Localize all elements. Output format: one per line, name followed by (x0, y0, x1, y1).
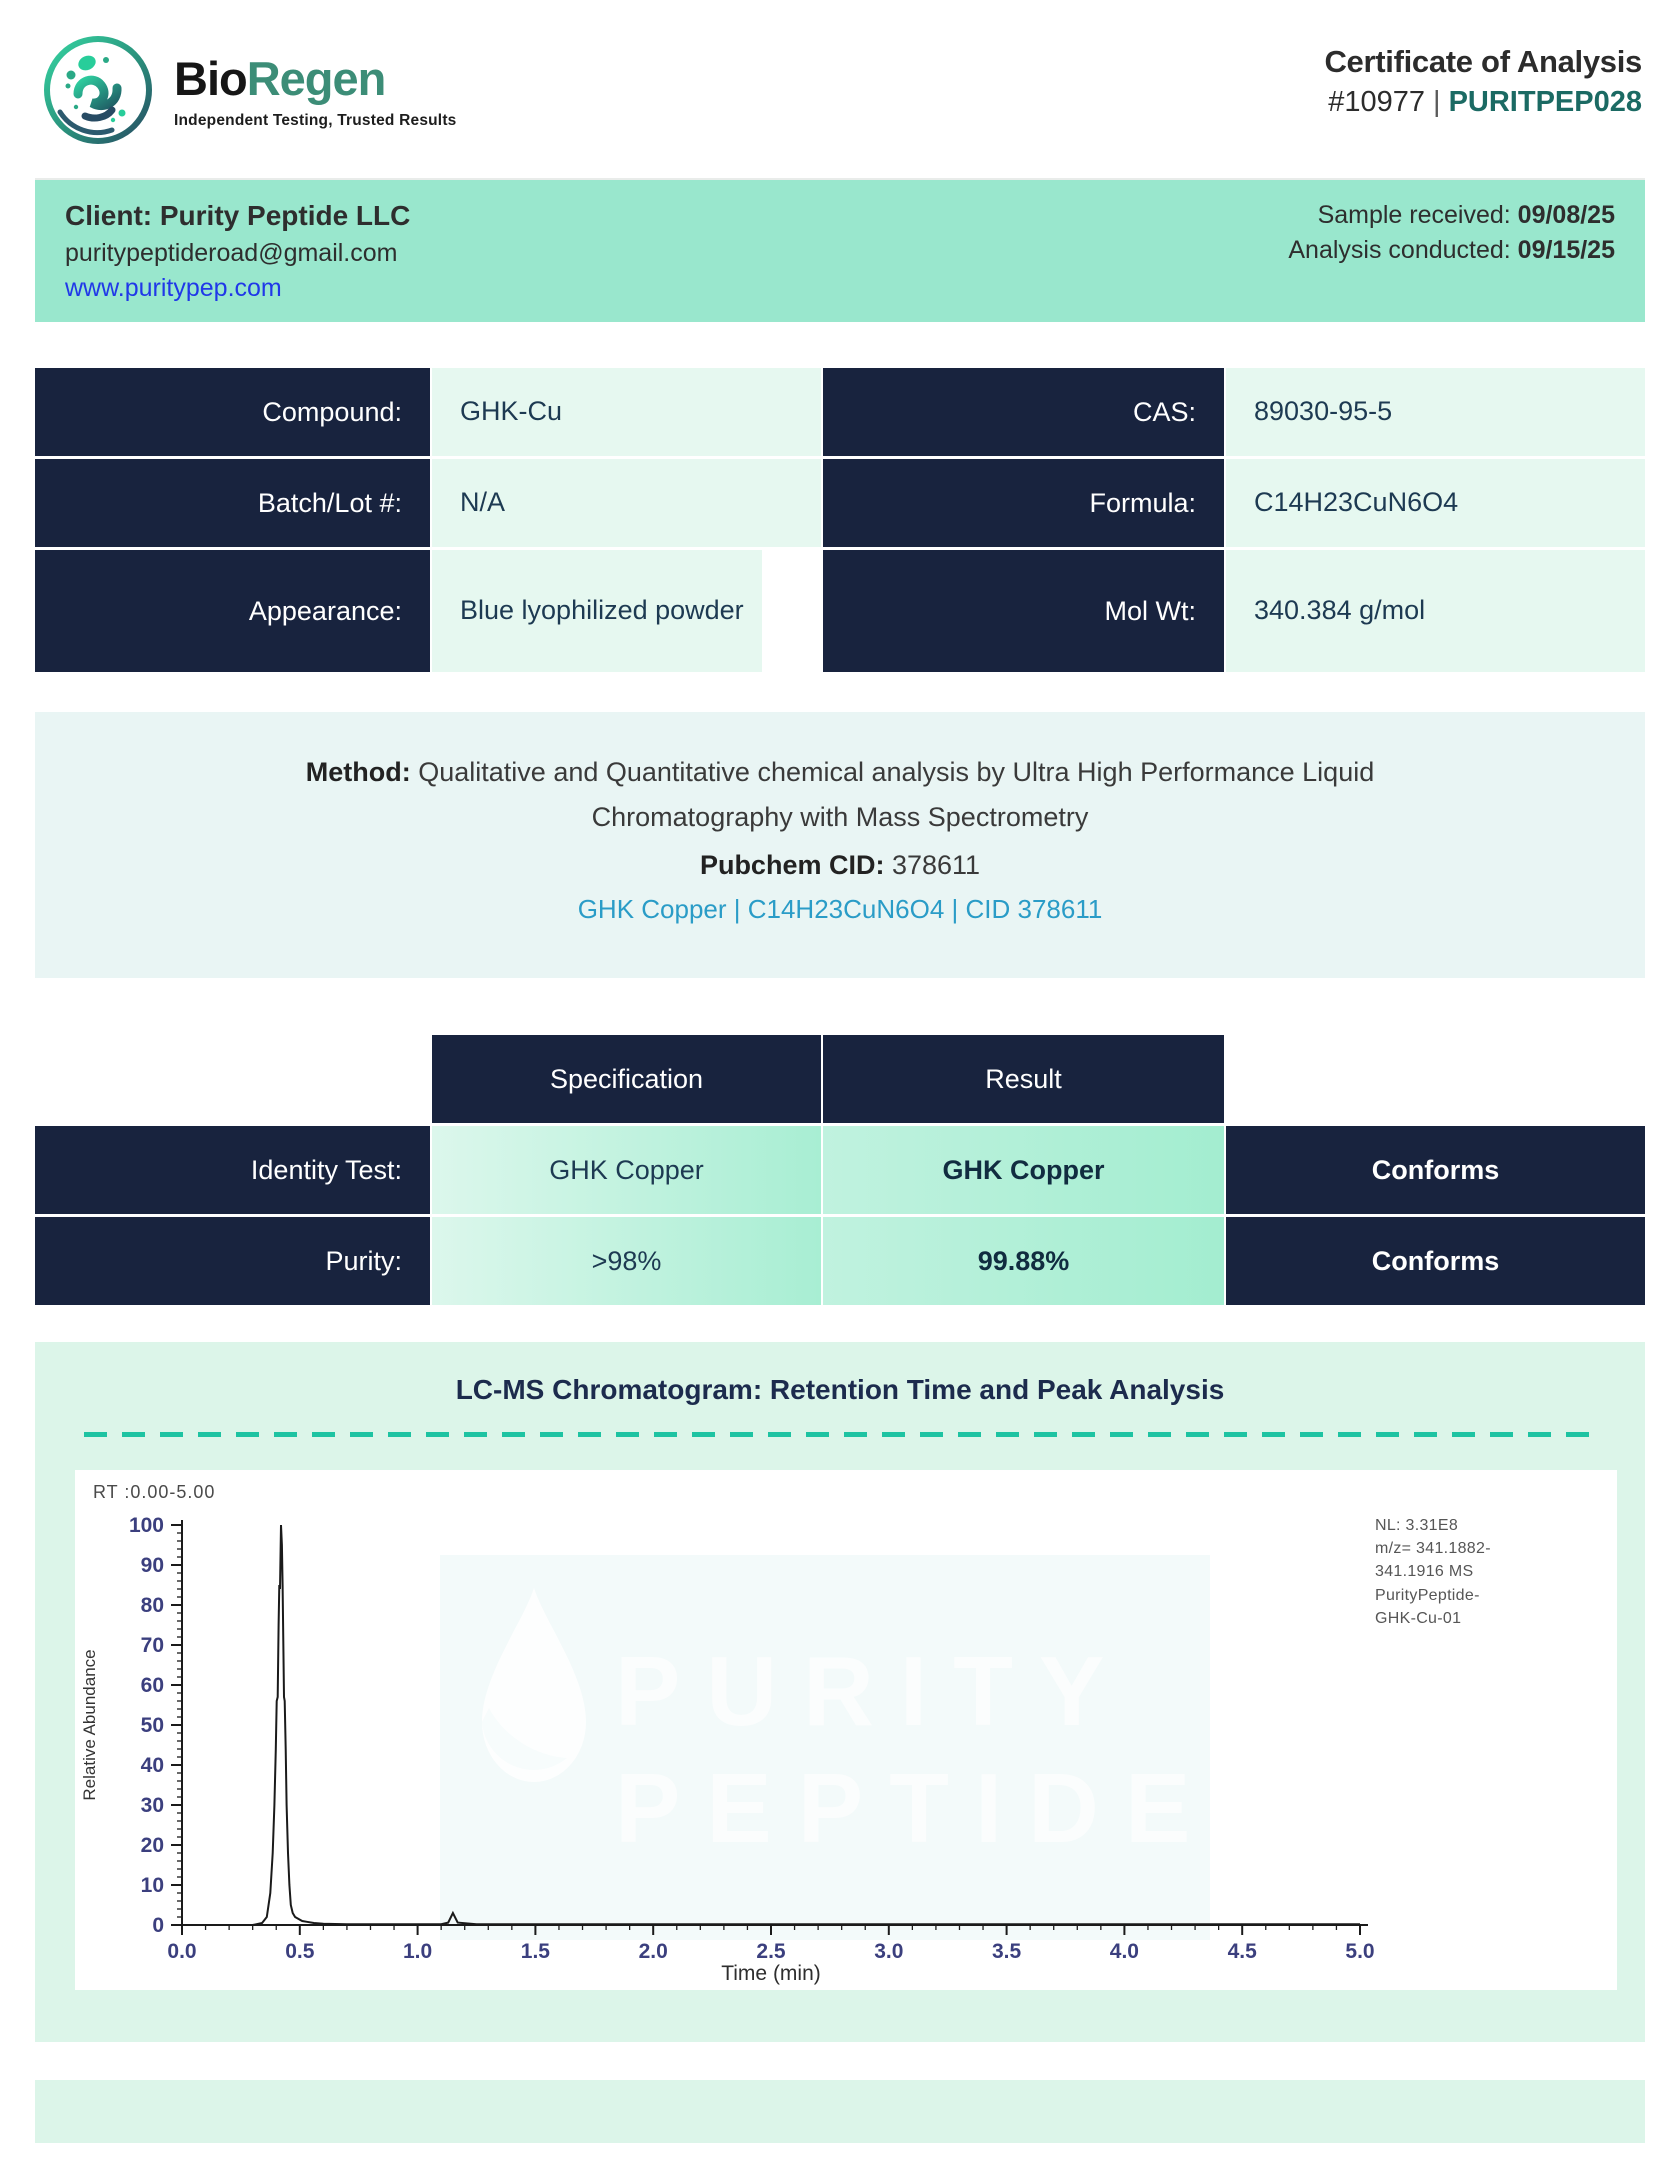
document-code: PURITPEP028 (1448, 86, 1642, 118)
y-tick-label: 20 (140, 1834, 164, 1857)
header-document-info (1324, 44, 1642, 119)
sample-received-label: Sample received: (1317, 201, 1518, 229)
test-row-label: Identity Test: (35, 1126, 430, 1214)
brand-name (174, 52, 385, 105)
watermark-word-2: PEPTIDE (615, 1753, 1217, 1863)
info-label: Compound: (35, 368, 430, 456)
info-label: Mol Wt: (823, 550, 1224, 672)
test-row-status: Conforms (1226, 1126, 1645, 1214)
nl-annotation (1375, 1514, 1575, 1630)
y-tick-label: 50 (140, 1714, 164, 1737)
document-number: #10977 (1328, 86, 1426, 118)
dashed-divider (84, 1432, 1596, 1437)
test-row-status: Conforms (1226, 1217, 1645, 1305)
compound-info-table (35, 368, 1645, 672)
y-tick-label: 70 (140, 1634, 164, 1657)
info-label: Batch/Lot #: (35, 459, 430, 547)
test-row-result: GHK Copper (823, 1126, 1224, 1214)
brand-regen: Regen (246, 52, 386, 105)
x-tick-label: 0.5 (285, 1940, 315, 1963)
client-info (65, 198, 410, 322)
y-tick-label: 80 (140, 1594, 164, 1617)
method-line-2: Chromatography with Mass Spectrometry (591, 802, 1089, 833)
sample-received-date: 09/08/25 (1517, 201, 1615, 229)
y-axis-title: Relative Abundance (80, 1649, 99, 1801)
header-logo (38, 30, 457, 155)
brand-bio: Bio (174, 52, 247, 105)
info-value: C14H23CuN6O4 (1226, 459, 1645, 547)
method-label: Method: (305, 757, 419, 787)
result-header: Result (823, 1035, 1224, 1123)
y-tick-label: 30 (140, 1794, 164, 1817)
sample-dates (1288, 198, 1615, 322)
info-label: Formula: (823, 459, 1224, 547)
client-band (35, 178, 1645, 322)
chromatogram-title: LC-MS Chromatogram: Retention Time and Peak Analysis (455, 1374, 1225, 1405)
document-title: Certificate of Analysis (1324, 44, 1642, 79)
chromatogram-section (35, 1342, 1645, 2042)
y-tick-label: 60 (140, 1674, 164, 1697)
client-name: Client: Purity Peptide LLC (65, 200, 411, 231)
x-tick-label: 0.0 (167, 1940, 197, 1963)
pubchem-cid-value: 378611 (891, 849, 981, 880)
pubchem-link[interactable]: GHK Copper | C14H23CuN6O4 | CID 378611 (577, 894, 1103, 925)
nl-line: 341.1916 MS (1375, 1563, 1474, 1581)
sample-received-line (1288, 198, 1615, 233)
analysis-conducted-line (1288, 233, 1615, 268)
method-line-1 (35, 750, 1645, 795)
bioregen-logo-icon (38, 30, 158, 155)
analysis-conducted-label: Analysis conducted: (1288, 235, 1518, 264)
x-tick-label: 2.5 (756, 1940, 786, 1963)
x-tick-label: 1.5 (520, 1940, 551, 1963)
test-row-label: Purity: (35, 1217, 430, 1305)
separator: | (1433, 86, 1441, 118)
x-tick-label: 3.5 (991, 1940, 1022, 1963)
x-tick-label: 3.0 (874, 1940, 904, 1963)
pubchem-cid-label: Pubchem CID: (699, 849, 892, 880)
client-email: puritypeptideroad@gmail.com (65, 238, 398, 267)
watermark-word-1: PURITY (615, 1636, 1131, 1746)
y-tick-label: 90 (140, 1554, 164, 1577)
info-label: CAS: (823, 368, 1224, 456)
info-value: 89030-95-5 (1226, 368, 1645, 456)
y-tick-label: 0 (152, 1914, 164, 1937)
x-axis-title: Time (min) (721, 1962, 821, 1985)
nl-line: GHK-Cu-01 (1375, 1609, 1462, 1627)
y-tick-label: 10 (140, 1874, 164, 1897)
info-value: N/A (432, 459, 821, 547)
purity-peptide-watermark (440, 1555, 1216, 1940)
y-tick-label: 100 (128, 1514, 164, 1537)
footer-section-bar (35, 2080, 1645, 2143)
pubchem-cid-line (35, 843, 1645, 888)
test-row-spec: >98% (432, 1217, 821, 1305)
client-website-link[interactable]: www.puritypep.com (65, 273, 282, 302)
x-tick-label: 4.0 (1109, 1940, 1140, 1963)
x-tick-label: 2.0 (638, 1940, 668, 1963)
chromatogram-chart (75, 1470, 1617, 1990)
info-value: GHK-Cu (432, 368, 821, 456)
x-tick-label: 5.0 (1345, 1940, 1375, 1963)
test-row-spec: GHK Copper (432, 1126, 821, 1214)
x-tick-label: 1.0 (402, 1940, 433, 1963)
brand-tagline: Independent Testing, Trusted Results (174, 112, 457, 129)
method-text-1: Qualitative and Quantitative chemical analysis by Ultra High Performance Liquid (418, 757, 1375, 787)
y-tick-label: 40 (140, 1754, 164, 1777)
results-table (35, 1035, 1645, 1305)
nl-line: m/z= 341.1882- (1375, 1540, 1491, 1558)
nl-line: PurityPeptide- (1375, 1586, 1480, 1604)
nl-line: NL: 3.31E8 (1375, 1517, 1459, 1534)
specification-header: Specification (432, 1035, 821, 1123)
analysis-conducted-date: 09/15/25 (1517, 235, 1615, 264)
method-section (35, 712, 1645, 978)
info-value: 340.384 g/mol (1226, 550, 1645, 672)
results-header-spacer (35, 1035, 430, 1123)
info-label: Appearance: (35, 550, 430, 672)
results-header-spacer (1226, 1035, 1645, 1123)
document-number-line (1324, 86, 1642, 119)
info-value: Blue lyophilized powder (432, 550, 762, 672)
test-row-result: 99.88% (823, 1217, 1224, 1305)
rt-range-label: RT :0.00-5.00 (93, 1482, 216, 1502)
x-tick-label: 4.5 (1227, 1940, 1257, 1963)
